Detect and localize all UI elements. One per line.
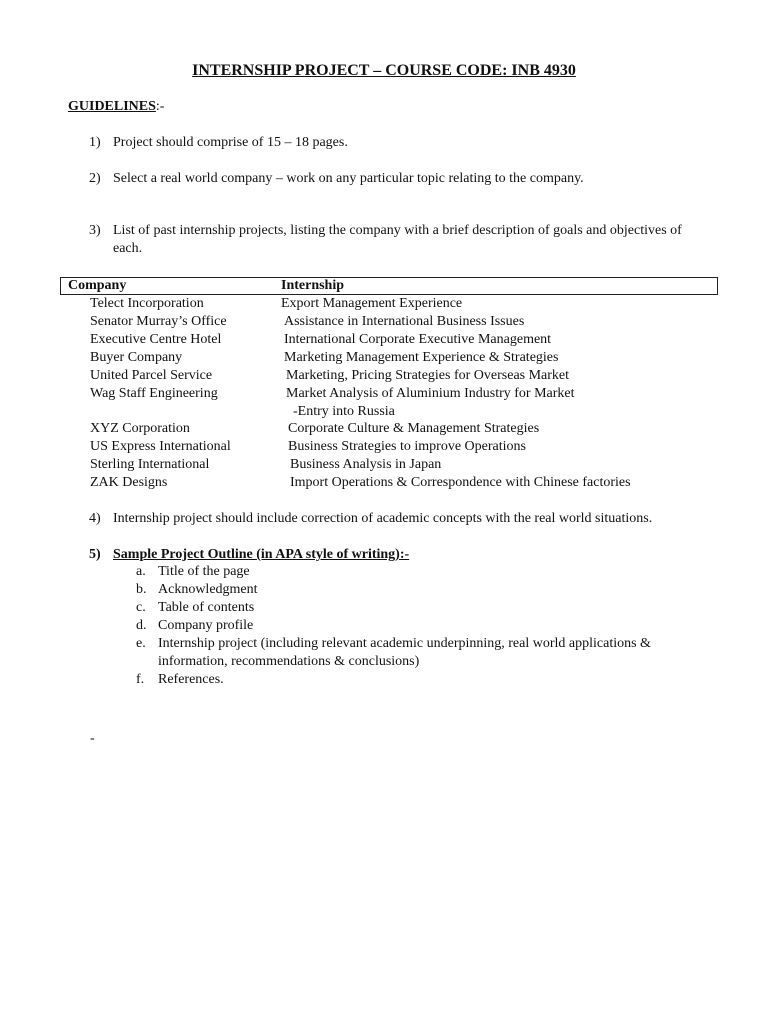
item-4-number: 4) (89, 511, 101, 526)
item-1-number: 1) (89, 135, 101, 150)
table-header-box (60, 277, 718, 295)
document-title: INTERNSHIP PROJECT – COURSE CODE: INB 4930 (192, 62, 576, 79)
table-row-internship: Assistance in International Business Issues (284, 314, 525, 329)
outline-item: Internship project (including relevant academic underpinning, real world applications & (158, 636, 651, 651)
outline-letter: f. (136, 672, 145, 687)
item-5-text: Sample Project Outline (in APA style of writing):- (113, 547, 410, 562)
table-row-internship: Marketing Management Experience & Strategies (284, 350, 559, 365)
item-2-number: 2) (89, 171, 101, 186)
table-row-company: Sterling International (90, 457, 210, 472)
guidelines-label: GUIDELINES (68, 99, 156, 114)
table-row-internship: Marketing, Pricing Strategies for Overseas Market (286, 368, 570, 383)
item-3-number: 3) (89, 223, 101, 238)
table-row-company: Buyer Company (90, 350, 183, 365)
table-header-company: Company (68, 278, 127, 293)
outline-letter: a. (136, 564, 146, 579)
table-row-company: Wag Staff Engineering (90, 386, 218, 401)
outline-letter: d. (136, 618, 147, 633)
guidelines-suffix: :- (155, 99, 165, 114)
table-row-company: US Express International (90, 439, 231, 454)
table-row-internship: Market Analysis of Aluminium Industry for Market (286, 386, 575, 401)
outline-item: References. (158, 672, 224, 687)
item-2-text: Select a real world company – work on any particular topic relating to the company. (113, 171, 584, 186)
outline-item: Company profile (158, 618, 254, 633)
item-5-number: 5) (89, 547, 101, 562)
outline-letter: b. (136, 582, 147, 597)
outline-item: Table of contents (158, 600, 255, 615)
outline-item: Acknowledgment (158, 582, 258, 597)
table-row-internship-continuation: -Entry into Russia (293, 404, 395, 419)
item-4-text: Internship project should include correction of academic concepts with the real world situations. (113, 511, 653, 526)
table-row-internship: Business Strategies to improve Operations (288, 439, 526, 454)
table-row-company: ZAK Designs (90, 475, 168, 490)
item-1-text: Project should comprise of 15 – 18 pages. (113, 135, 348, 150)
table-row-internship: Corporate Culture & Management Strategies (288, 421, 540, 436)
outline-letter: c. (136, 600, 146, 615)
table-row-internship: Business Analysis in Japan (290, 457, 442, 472)
table-row-internship: Export Management Experience (281, 296, 463, 311)
table-row-company: Telect Incorporation (90, 296, 204, 311)
guidelines-heading (68, 98, 164, 116)
outline-item: Title of the page (158, 564, 250, 579)
trailing-dash: - (90, 731, 95, 746)
table-row-company: United Parcel Service (90, 368, 213, 383)
table-row-company: XYZ Corporation (90, 421, 190, 436)
table-header-internship: Internship (281, 278, 345, 293)
item-3-text: List of past internship projects, listing the company with a brief description of goals and objectives of each. (113, 223, 682, 256)
table-row-company: Executive Centre Hotel (90, 332, 222, 347)
outline-item-continuation: information, recommendations & conclusions) (158, 654, 420, 669)
table-row-internship: Import Operations & Correspondence with Chinese factories (290, 475, 631, 490)
table-row-internship: International Corporate Executive Management (284, 332, 552, 347)
table-row-company: Senator Murray’s Office (90, 314, 227, 329)
outline-letter: e. (136, 636, 146, 651)
